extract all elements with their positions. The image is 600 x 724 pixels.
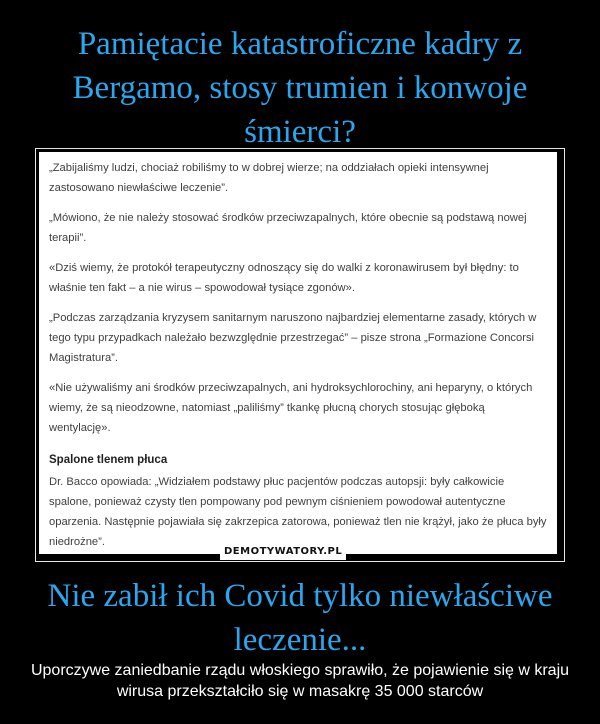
article-body (39, 152, 557, 552)
article-paragraph: „Podczas zarządzania kryzysem sanitarnym naruszono najbardziej elementarne zasady, których w tego typu przypadkach należało bezwzględnie przestrzegać” – pisze strona „Formazione Concorsi Magistratura”. (49, 312, 537, 364)
article-paragraph: „Zabijaliśmy ludzi, chociaż robiliśmy to w dobrej wierze; na oddziałach opieki intensywnej zastosowano niewłaściwe leczenie”. (49, 162, 489, 194)
poster-top-title: Pamiętacie katastroficzne kadry z Bergamo, stosy trumien i konwoje śmierci? (72, 26, 528, 150)
poster-bottom-title: Nie zabił ich Covid tylko niewłaściwe leczenie... (47, 578, 553, 658)
article-subheading: Spalone tlenem płuca (49, 454, 168, 466)
article-paragraph: «Dziś wiemy, że protokół terapeutyczny odnoszący się do walki z koronawirusem był błędny: to właśnie ten fakt – a nie wirus – spowodował tysiące zgonów». (49, 262, 519, 294)
article-screenshot (39, 152, 557, 554)
poster-subtitle: Uporczywe zaniedbanie rządu włoskiego sprawiło, że pojawienie się w kraju wirusa przekształciło się w masakrę 35 000 starców (30, 662, 570, 700)
article-paragraph: «Nie używaliśmy ani środków przeciwzapalnych, ani hydroksychlorochiny, ani heparyny, o których wiemy, że są nieodzowne, natomiast „paliliśmy” tkankę płucną chorych stosując głęboką wentylację». (49, 382, 533, 434)
article-paragraph: „Mówiono, że nie należy stosować środków przeciwzapalnych, które obecnie są podstawą nowej terapii”. (49, 212, 527, 244)
watermark: DEMOTYWATORY.PL (220, 544, 346, 560)
article-paragraph: Dr. Bacco opowiada: „Widziałem podstawy płuc pacjentów podczas autopsji: były całkowicie spalone, ponieważ czysty tlen pompowany pod pewnym ciśnieniem powodował autentyczne oparzenia. Następnie pojawiała się zakrzepica zatorowa, ponieważ tlen nie krążył, jako że płuca były niedrożne”. (49, 476, 547, 548)
